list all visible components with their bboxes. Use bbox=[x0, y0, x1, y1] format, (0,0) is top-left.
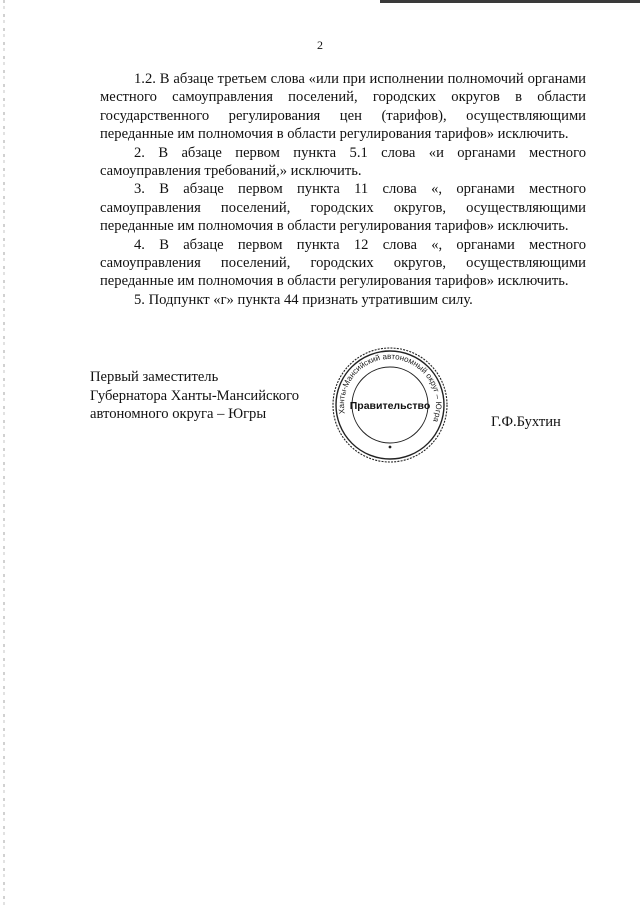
paragraph-3: 3. В абзаце первом пункта 11 слова «, органами местного самоуправления поселений, городских округов, осуществляющими переданные им полномочия в области регулирования тарифов» исключить. bbox=[100, 181, 586, 235]
document-body bbox=[100, 70, 586, 309]
signatory-name: Г.Ф.Бухтин bbox=[491, 414, 561, 430]
svg-text:Ханты-Мансийский автономный ок bbox=[330, 345, 450, 453]
seal-ring-text: Ханты-Мансийский автономный округ – Югра bbox=[336, 351, 444, 424]
position-line: Первый заместитель bbox=[90, 369, 219, 385]
scan-edge-top bbox=[380, 0, 640, 3]
signatory-position bbox=[90, 368, 330, 424]
paragraph-2: 2. В абзаце первом пункта 5.1 слова «и органами местного самоуправления требований,» исключить. bbox=[100, 144, 586, 180]
page-number: 2 bbox=[317, 38, 323, 52]
seal-center-text: Правительство bbox=[349, 400, 431, 412]
position-line: автономного округа – Югры bbox=[90, 406, 267, 422]
position-line: Губернатора Ханты-Мансийского bbox=[90, 387, 300, 404]
paragraph-1-2: 1.2. В абзаце третьем слова «или при исполнении полномочий органами местного самоуправления поселений, городских округов в области государственного регулирования цен (тарифов), осуществляющими переданные им полномочия в области регулирования тарифов» исключить. bbox=[100, 71, 586, 143]
paragraph-5: 5. Подпункт «г» пункта 44 признать утратившим силу. bbox=[134, 291, 473, 308]
scan-edge-left bbox=[3, 0, 5, 905]
paragraph-4: 4. В абзаце первом пункта 12 слова «, органами местного самоуправления поселений, городских округов, осуществляющими переданные им полномочия в области регулирования тарифов» исключить. bbox=[100, 236, 586, 290]
official-seal bbox=[330, 345, 450, 465]
